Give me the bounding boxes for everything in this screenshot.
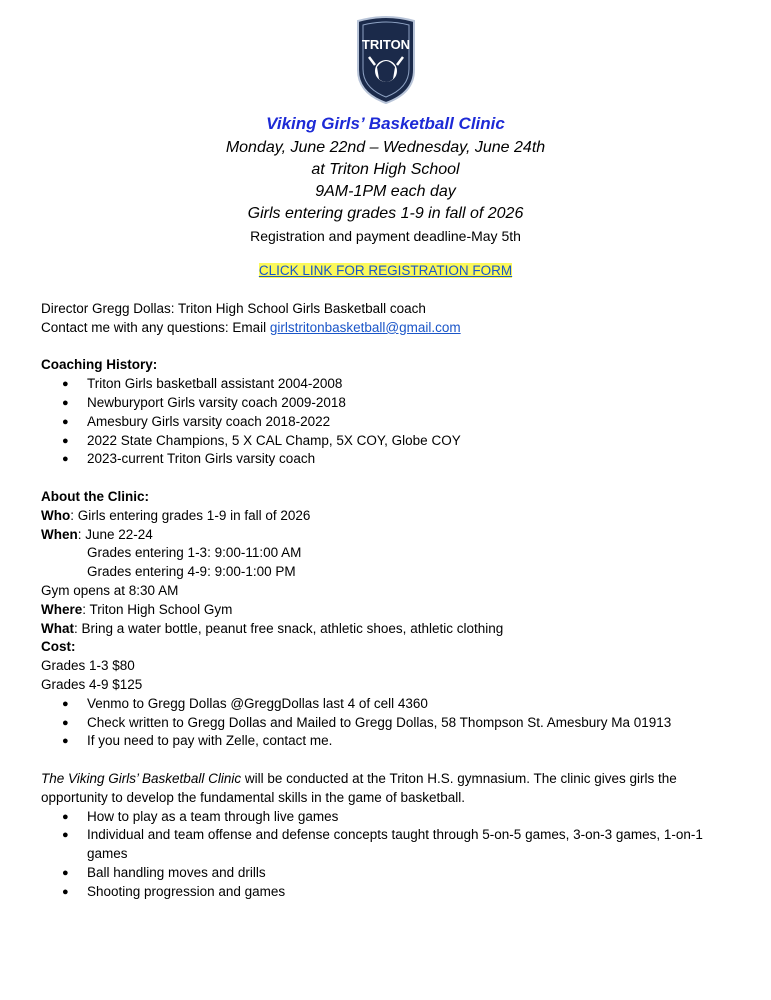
cost-grades-4-9: Grades 4-9 $125 [41, 676, 143, 692]
list-item: ● Amesbury Girls varsity coach 2018-2022 [41, 413, 741, 432]
list-item: ● Ball handling moves and drills [41, 864, 741, 883]
list-item: ● Shooting progression and games [41, 883, 741, 902]
what-line: What: Bring a water bottle, peanut free snack, athletic shoes, athletic clothing [41, 620, 504, 636]
who-line: Who: Girls entering grades 1-9 in fall of 2026 [41, 507, 311, 523]
when-line: When: June 22-24 [41, 526, 153, 542]
director-line: Director Gregg Dollas: Triton High School Girls Basketball coach [41, 301, 426, 316]
payment-list [41, 695, 741, 751]
email-link[interactable]: girlstritonbasketball@gmail.com [269, 319, 461, 335]
list-item: ● How to play as a team through live games [41, 808, 741, 827]
gym-opens: Gym opens at 8:30 AM [41, 582, 179, 598]
clinic-title: Viking Girls’ Basketball Clinic [266, 114, 505, 133]
list-item: ● Individual and team offense and defense concepts taught through 5-on-5 games, 3-on-3 games, 1-on-1 games [41, 826, 741, 864]
coaching-history-list [41, 375, 741, 469]
skills-list [41, 808, 741, 902]
list-item: ● 2022 State Champions, 5 X CAL Champ, 5X COY, Globe COY [41, 432, 741, 451]
registration-form-link[interactable]: CLICK LINK FOR REGISTRATION FORM [258, 263, 513, 278]
list-item: ● If you need to pay with Zelle, contact me. [41, 732, 741, 751]
list-item: ● Triton Girls basketball assistant 2004-2008 [41, 375, 741, 394]
triton-logo [355, 15, 417, 105]
description-paragraph: The Viking Girls’ Basketball Clinic will be conducted at the Triton H.S. gymnasium. The clinic gives girls the opportunity to develop the fundamental skills in the game of basketball. [41, 770, 677, 805]
when-grades-1-3: Grades entering 1-3: 9:00-11:00 AM [87, 545, 302, 561]
clinic-location: at Triton High School [311, 161, 460, 178]
list-item: ● Venmo to Gregg Dollas @GreggDollas last 4 of cell 4360 [41, 695, 741, 714]
document-body [41, 300, 741, 902]
cost-heading: Cost: [41, 639, 76, 655]
clinic-hours: 9AM-1PM each day [315, 183, 456, 200]
list-item: ● Check written to Gregg Dollas and Mailed to Gregg Dollas, 58 Thompson St. Amesbury Ma 01913 [41, 714, 741, 733]
list-item: ● Newburyport Girls varsity coach 2009-2018 [41, 394, 741, 413]
clinic-dates: Monday, June 22nd – Wednesday, June 24th [225, 139, 546, 156]
coaching-history-heading: Coaching History: [41, 357, 158, 373]
about-heading: About the Clinic: [41, 488, 149, 504]
registration-deadline: Registration and payment deadline-May 5th [250, 228, 521, 244]
where-line: Where: Triton High School Gym [41, 601, 233, 617]
logo-text: TRITON [361, 37, 411, 52]
list-item: ● 2023-current Triton Girls varsity coach [41, 450, 741, 469]
contact-line [41, 319, 741, 338]
when-grades-4-9: Grades entering 4-9: 9:00-1:00 PM [87, 564, 296, 580]
clinic-grades: Girls entering grades 1-9 in fall of 2026 [247, 205, 524, 222]
cost-grades-1-3: Grades 1-3 $80 [41, 658, 135, 674]
contact-prefix: Contact me with any questions: Email [41, 319, 270, 335]
